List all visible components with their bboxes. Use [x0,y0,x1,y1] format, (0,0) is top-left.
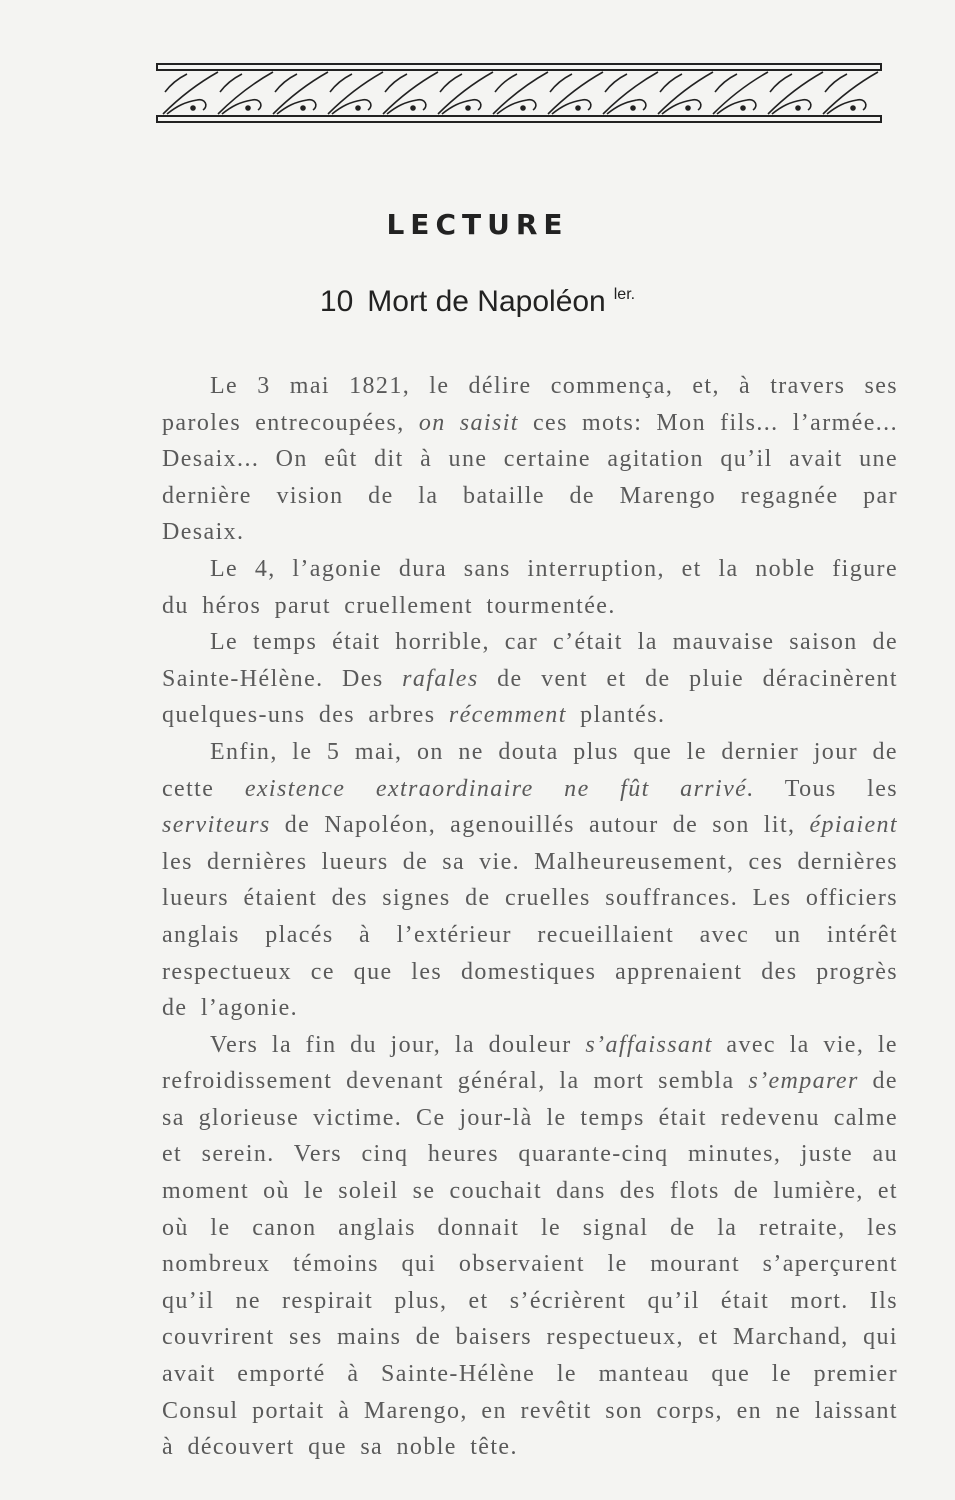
frieze-dot [191,106,195,110]
italic-phrase: on saisit [418,409,519,436]
text-run: Enfin, le 5 mai, on ne douta plus que le dernier jour de cette [162,738,898,802]
italic-phrase: rafales [402,665,479,692]
italic-phrase: s’emparer [748,1068,859,1095]
frieze-dot [576,106,580,110]
text-run: Le 3 mai 1821, le délire commença, et, à travers ses paroles entrecoupées, [162,373,898,436]
text-run: avec la vie, le refroidissement devenant général, la mort sembla [162,1031,898,1095]
paragraph [162,734,898,1027]
paragraph [162,551,898,624]
italic-phrase: s’affaissant [585,1031,713,1058]
italic-phrase: serviteurs [162,812,271,839]
text-run: Le temps était horrible, car c’était la mauvaise saison de Sainte-Hélène. Des [162,629,898,692]
italic-phrase: récemment [448,702,567,729]
frieze-dot [356,106,360,110]
frieze-dot [851,106,855,110]
text-run: Tous les [754,775,898,802]
page-heading: LECTURE [386,208,569,241]
frieze-dot [686,106,690,110]
text-run: les dernières lueurs de sa vie. Malheureusement, ces dernières lueurs étaient des signes de cruelles souffrances. Les officiers anglais placés à l’extérieur recueillaient avec un intérêt respectueux ce que les domestiques apprenaient des progrès de l’agonie. [162,848,898,1022]
reading-text [162,368,898,1466]
text-run: Le 4, l’agonie dura sans interruption, et la noble figure du héros parut cruellement tourmentée. [162,555,898,619]
lesson-title-text: Mort de Napoléon [367,285,606,318]
text-run: Vers la fin du jour, la douleur [210,1031,586,1058]
text-run: de Napoléon, agenouillés autour de son lit, [270,812,810,839]
paragraph [162,1027,898,1466]
frieze-dot [741,106,745,110]
frieze-dot [246,106,250,110]
text-run: de sa glorieuse victime. Ce jour-là le temps était redevenu calme et serein. Vers cinq heures quarante-cinq minutes, juste au moment où le soleil se couchait dans des flots de lumière, et où le canon anglais donnait le signal de la retraite, les nombreux témoins qui observaient le mourant s’aperçurent qu’il ne respirait plus, et s’écrièrent qu’il était mort. Ils couvrirent ses mains de baisers respectueux, et Marchand, qui avait emporté à Sainte-Hélène le manteau que le premier Consul portait à Marengo, en revêtit son corps, en ne laissant à découvert que sa noble tête. [162,1068,898,1461]
decorative-frieze [155,62,883,124]
lesson-title [0,285,955,319]
frieze-dot [411,106,415,110]
lesson-number: 10 [319,285,354,318]
paragraph [162,368,898,551]
frieze-dot [466,106,470,110]
frieze-dot [301,106,305,110]
text-run: plantés. [566,702,666,729]
italic-phrase: existence extraordinaire ne fût arrivé. [244,775,755,802]
lesson-title-suffix: ler. [613,286,636,303]
text-run: ces mots: Mon fils... l’armée... Desaix... On eût dit à une certaine agitation qu’il avait une dernière vision de la bataille de Marengo regagnée par Desaix. [162,409,898,546]
frieze-dot [521,106,525,110]
italic-phrase: épiaient [809,812,898,839]
text-run: de vent et de pluie déracinèrent quelques-uns des arbres [162,665,898,729]
frieze-dot [631,106,635,110]
paragraph [162,624,898,734]
frieze-dot [796,106,800,110]
